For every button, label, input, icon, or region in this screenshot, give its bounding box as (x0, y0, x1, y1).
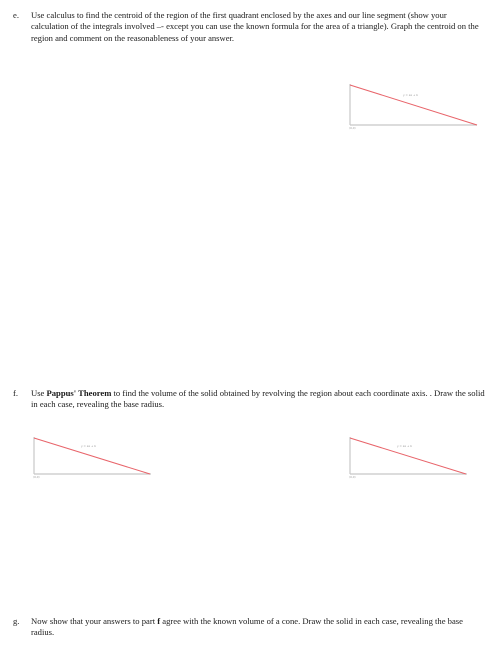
line-label: y = ax + b (397, 444, 413, 448)
line-label: y = ax + b (403, 93, 419, 97)
question-letter: g. (13, 616, 20, 626)
line-segment (350, 85, 477, 125)
question-g (13, 616, 485, 639)
text-post: to find the volume of the solid obtained by revolving the region about each coordinate axis. . Draw the solid in each case, revealing the base radius. (31, 388, 485, 410)
line-label: y = ax + b (81, 444, 97, 448)
part-f-reference: f (157, 616, 161, 626)
origin-label: (0,0) (33, 475, 40, 479)
triangle-graph-e (347, 82, 479, 130)
question-text (31, 388, 485, 411)
pappus-theorem-term: Pappus' Theorem (46, 388, 112, 398)
triangle-graph-f-right (347, 435, 469, 479)
text-pre: Now show that your answers to part (31, 616, 158, 626)
origin-label: (0,0) (349, 126, 356, 130)
triangle-graph-f-left (31, 435, 153, 479)
question-text (31, 616, 485, 639)
question-e (13, 10, 485, 44)
question-text: Use calculus to find the centroid of the region of the first quadrant enclosed by the axes and our line segment (show your calculation of the integrals involved –- except you can use the known formula for the area of a triangle). Graph the centroid on the region and comment on the reasonableness of your answer. (31, 10, 479, 43)
question-f (13, 388, 485, 411)
text-post: agree with the known volume of a cone. Draw the solid in each case, revealing the base radius. (31, 616, 463, 638)
origin-label: (0,0) (349, 475, 356, 479)
question-letter: e. (13, 10, 19, 20)
text-pre: Use (31, 388, 47, 398)
question-letter: f. (13, 388, 19, 398)
